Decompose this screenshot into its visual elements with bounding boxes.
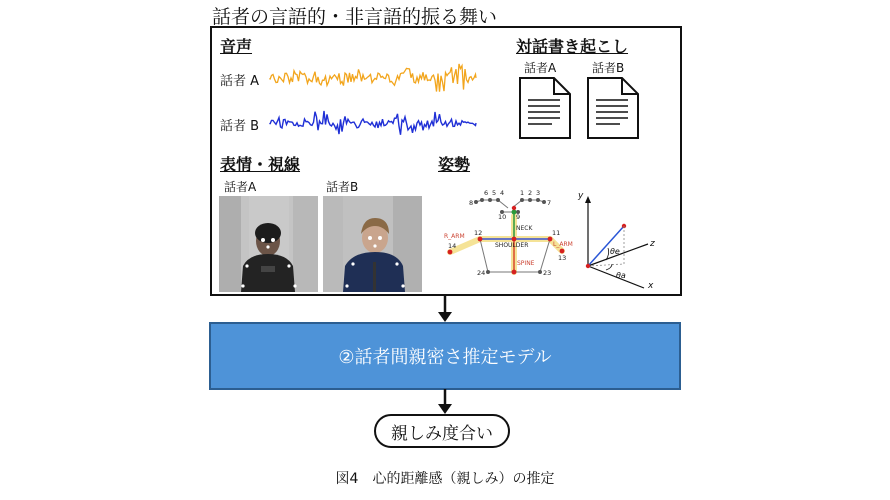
waveform-speaker-b — [270, 105, 476, 141]
skeleton-label-r-arm: R_ARM — [444, 233, 465, 240]
axis-x-label: x — [648, 281, 654, 291]
document-icon-speaker-b — [586, 76, 640, 140]
transcript-section-title: 対話書き起こし — [516, 37, 629, 56]
input-behaviors-box — [210, 26, 682, 296]
skeleton-label-4: 4 — [500, 189, 505, 197]
skeleton-label-11: 11 — [552, 229, 561, 237]
figure-caption: 図4 心的距離感（親しみ）の推定 — [335, 471, 555, 487]
skeleton-label-spine: SPINE — [517, 260, 535, 267]
transcript-speaker-b-label: 話者B — [592, 61, 625, 75]
audio-speaker-a-label: 話者 A — [220, 74, 260, 89]
skeleton-label-24: 24 — [477, 269, 486, 277]
skeleton-diagram — [440, 186, 573, 288]
posture-section-title: 姿勢 — [438, 155, 471, 174]
skeleton-label-14: 14 — [448, 242, 457, 250]
face-photo-speaker-b — [323, 196, 422, 292]
skeleton-label-2: 2 — [528, 189, 533, 197]
skeleton-label-l-arm: L_ARM — [553, 241, 573, 248]
skeleton-label-3: 3 — [536, 189, 541, 197]
waveform-speaker-a — [270, 60, 476, 96]
face-speaker-a-label: 話者A — [224, 180, 257, 194]
skeleton-label-8: 8 — [469, 199, 474, 207]
skeleton-label-23: 23 — [543, 269, 552, 277]
axis-y-label: y — [578, 191, 584, 201]
skeleton-label-7: 7 — [547, 199, 552, 207]
skeleton-label-12: 12 — [474, 229, 483, 237]
face-speaker-b-label: 話者B — [326, 180, 359, 194]
skeleton-label-1: 1 — [520, 189, 525, 197]
arrow-to-model — [435, 295, 455, 323]
model-label: ②話者間親密さ推定モデル — [338, 347, 552, 368]
output-label: 親しみ度合い — [391, 423, 493, 444]
skeleton-label-neck: NECK — [516, 225, 533, 232]
gaze-angle-axes-diagram — [572, 188, 660, 292]
familiarity-output-box — [374, 414, 510, 448]
audio-speaker-b-label: 話者 B — [220, 119, 260, 134]
face-gaze-section-title: 表情・視線 — [220, 155, 301, 174]
intimacy-estimation-model-box — [209, 322, 681, 390]
transcript-speaker-a-label: 話者A — [524, 61, 557, 75]
arrow-to-output — [435, 389, 455, 415]
audio-section-title: 音声 — [220, 37, 253, 56]
theta-e-label: θe — [610, 247, 620, 256]
skeleton-label-13: 13 — [558, 254, 567, 262]
skeleton-label-9: 9 — [516, 213, 521, 221]
document-icon-speaker-a — [518, 76, 572, 140]
axis-z-label: z — [650, 239, 655, 249]
theta-a-label: θa — [616, 271, 626, 280]
input-title: 話者の言語的・非言語的振る舞い — [212, 6, 498, 28]
skeleton-label-6: 6 — [484, 189, 489, 197]
skeleton-label-10: 10 — [498, 213, 507, 221]
skeleton-label-5: 5 — [492, 189, 497, 197]
skeleton-label-shoulder: SHOULDER — [495, 242, 529, 249]
face-photo-speaker-a — [219, 196, 318, 292]
